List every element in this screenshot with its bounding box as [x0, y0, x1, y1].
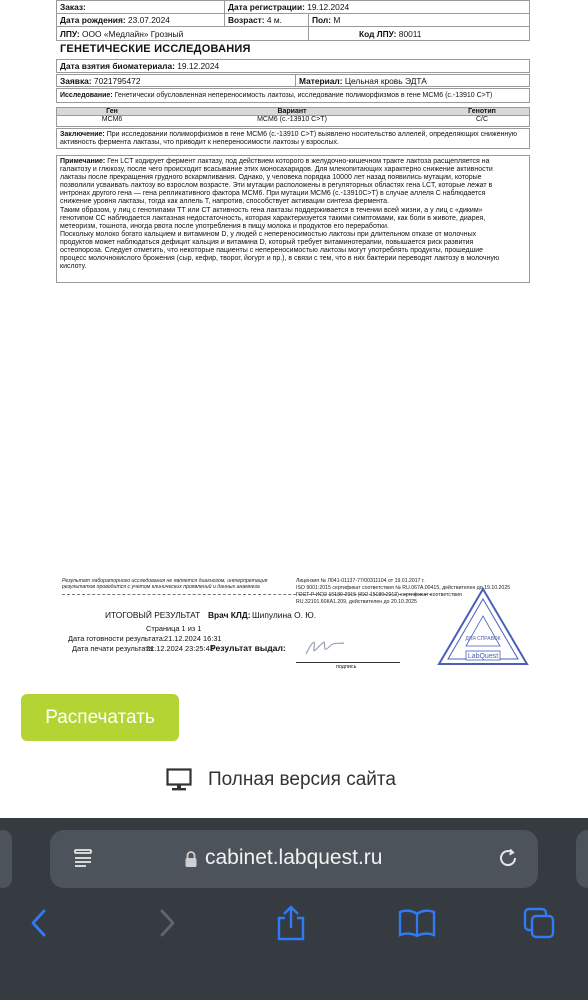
final-result-label: ИТОГОВЫЙ РЕЗУЛЬТАТ — [105, 610, 201, 620]
note-line — [60, 158, 526, 166]
note-line: метеоризм, тошнота, иногда рвота после употребления в пищу молока и продуктов его переработки. — [60, 222, 389, 230]
sample-date-row — [56, 59, 530, 73]
note-label: Примечание: — [60, 158, 106, 165]
conclusion-box — [56, 128, 530, 149]
note-line: остеопороза. Следует отметить, что некоторые пациенты с непереносимостью лактозы могут употреблять продукты, прошедшие — [60, 247, 484, 255]
gene-table-row — [56, 116, 530, 127]
bookmarks-icon[interactable] — [398, 908, 436, 938]
lpu-label: ЛПУ: — [60, 28, 80, 39]
note-line: позволили усваивать лактозу во взрослом возрасте. Эти мутации расположены в регуляторных областях гена LCT, которые лежат в — [60, 182, 493, 190]
note-line: снижение уровня лактазы, тогда как аллель Т, напротив, способствует активации синтеза фермента. — [60, 198, 389, 206]
issued-by-label: Результат выдал: — [210, 643, 286, 653]
note-line: процесс молочнокислого брожения (сыр, кефир, творог, йогурт и пр.), в связи с тем, что в них бактерии переводят лактозу в молочную — [60, 255, 500, 263]
gene-table-header — [56, 107, 530, 116]
lpu-value: ООО «Медлайн» Грозный — [82, 28, 184, 39]
back-arrow-icon[interactable] — [28, 908, 50, 938]
patient-header-table — [56, 0, 530, 41]
age-label: Возраст: — [228, 15, 265, 25]
conclusion-text: При исследовании полиморфизмов в гене MCM6 (с.-13910 С>T) выявлено носительство аллелей, определяющих сниженную активность фермента лактазы, что приводит к непереносимости лактозы у взрослых. — [60, 131, 517, 147]
license-line: ГОСТ Р ИСО 15189-2015 (ISO 15189:2012) сертификат соответствия — [296, 592, 462, 598]
lab-stamp-image — [436, 586, 530, 668]
next-tab-pill[interactable] — [576, 830, 588, 888]
study-row — [56, 88, 530, 103]
url-text: cabinet.labquest.ru — [205, 846, 383, 869]
note-line: кислоту. — [60, 263, 87, 271]
gene-cell: MCM6 — [101, 116, 123, 123]
sample-date-label: Дата взятия биоматериала: — [60, 61, 175, 71]
ready-date-value: 21.12.2024 16:31 — [164, 634, 222, 643]
lpu-code-label: Код ЛПУ: — [359, 28, 397, 39]
doctor-label: Врач КЛД: — [208, 610, 251, 620]
stamp-brand-text: LabQuest — [467, 653, 499, 660]
birth-date-label: Дата рождения: — [60, 15, 126, 25]
full-version-label: Полная версия сайта — [208, 769, 396, 790]
request-label: Заявка: — [60, 76, 92, 86]
note-line: лактазы после прекращения грудного вскармливания. Однако, у человека порядка 10000 лет назад появились мутации, которые — [60, 174, 482, 182]
material-cell — [295, 75, 427, 87]
conclusion-label: Заключение: — [60, 131, 105, 138]
sex-value: М — [333, 15, 341, 25]
note-line: Таким образом, у лиц с генотипами ТТ или СТ активность гена лактазы поддерживается в течении всей жизни, а у лиц с «диким» — [60, 206, 483, 214]
forward-arrow-icon[interactable] — [156, 908, 178, 938]
age-value: 4 м. — [266, 15, 282, 25]
note-line: Поскольку молоко богато кальцием и витамином D, у людей с непереносимостью лактозы при длительном отказе от молочных — [60, 230, 477, 238]
signature-line — [296, 662, 400, 663]
birth-date-value: 23.07.2024 — [127, 15, 170, 25]
license-line: Лицензия № Л041-01137-77/00311104 от 19.01.2017 г. — [296, 578, 425, 584]
request-row — [56, 74, 530, 87]
print-date-label: Дата печати результата: — [72, 644, 155, 653]
note-box — [56, 155, 530, 283]
note-line: генотипом СС наблюдается лактазная недостаточность, которая характеризуется такими симптомами, как боли в животе, диарея, — [60, 214, 486, 222]
print-button[interactable]: Распечатать — [21, 694, 179, 741]
note-line-text: Ген LCT кодирует фермент лактазу, под действием которого в желудочно-кишечном тракте лактоза расщепляется на — [107, 158, 490, 165]
variant-cell: MCM6 (с.-13910 С>T) — [257, 116, 327, 123]
note-line: галактозу и глюкозу, после чего происходит всасывание этих моносахаридов. Для млекопитающих характерно снижение активности — [60, 166, 493, 174]
full-version-link[interactable] — [166, 766, 396, 794]
variant-column-header: Вариант — [277, 108, 307, 115]
tabs-icon[interactable] — [522, 906, 556, 940]
gene-column-header: Ген — [106, 108, 118, 115]
request-value: 7021795472 — [93, 76, 141, 86]
stamp-inner-text: ДЛЯ СПРАВОК — [465, 636, 501, 642]
lpu-code-value: 80011 — [398, 28, 422, 39]
reader-mode-icon[interactable] — [72, 847, 94, 869]
print-date-value: 21.12.2024 23:25:43 — [146, 644, 214, 653]
disclaimer-text: Результат лабораторного исследования не является диагнозом, интерпретация результатов проводится с учетом клинических проявлений и данных анамнеза — [62, 578, 268, 590]
license-line: ISO 9001:2015 сертификат соответствия № RU.067А.00415, действителен до 19.10.2025 — [296, 585, 511, 591]
study-value: Генетически обусловленная непереносимость лактозы, исследование полиморфизмов в гене MCM6 (с.-13910 С>T) — [114, 92, 493, 99]
sex-label: Пол: — [312, 15, 332, 25]
sample-date-value: 19.12.2024 — [177, 61, 220, 71]
order-label: Заказ: — [60, 2, 86, 12]
lock-icon — [184, 850, 198, 868]
section-title: ГЕНЕТИЧЕСКИЕ ИССЛЕДОВАНИЯ — [60, 43, 251, 55]
page-counter: Страница 1 из 1 — [146, 624, 202, 633]
note-line: интронах другого гена — гена репликативного фактора MCM6. При мутации MCM6 (с.-13910С>T) в случае аллеля С наблюдается — [60, 190, 486, 198]
doctor-name: Шипулина О. Ю. — [252, 610, 317, 620]
material-value: Цельная кровь ЭДТА — [344, 76, 427, 86]
ready-date-label: Дата готовности результата: — [68, 634, 165, 643]
signature-caption: подпись — [336, 664, 357, 670]
reload-icon[interactable] — [496, 846, 520, 870]
note-line: продуктов может наблюдаться дефицит кальция и витамина D, который требует витаминотерапии, повышается риск развития — [60, 238, 474, 246]
genotype-cell: C/C — [475, 116, 489, 123]
signature-image — [300, 634, 360, 662]
material-label: Материал: — [299, 76, 343, 86]
reg-date-label: Дата регистрации: — [228, 2, 305, 12]
study-label: Исследование: — [60, 92, 113, 99]
share-icon[interactable] — [274, 904, 308, 942]
previous-tab-pill[interactable] — [0, 830, 12, 888]
monitor-icon — [166, 768, 192, 792]
genotype-column-header: Генотип — [468, 108, 496, 115]
reg-date-value: 19.12.2024 — [307, 2, 350, 12]
license-line: RU.32101.60КА1.209, действителен до 20.10.2025 — [296, 599, 417, 605]
